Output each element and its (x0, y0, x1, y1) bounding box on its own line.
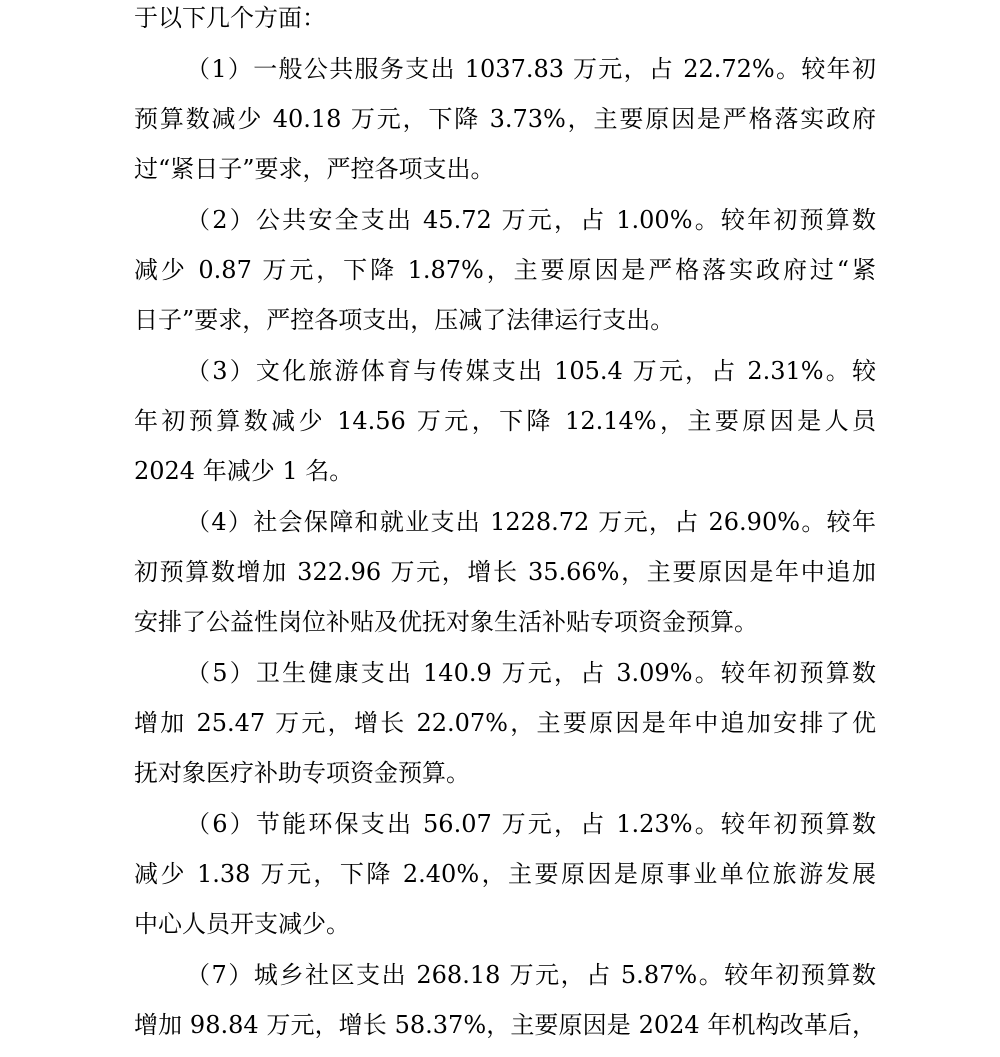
paragraph-1-line-2: 预算数减少 40.18 万元，下降 3.73%，主要原因是严格落实政府 (134, 105, 876, 133)
paragraph-5-line-1: （5）卫生健康支出 140.9 万元，占 3.09%。较年初预算数 (186, 659, 876, 687)
paragraph-3-line-1: （3）文化旅游体育与传媒支出 105.4 万元，占 2.31%。较 (186, 357, 876, 385)
paragraph-3-line-3: 2024 年减少 1 名。 (134, 457, 354, 485)
text-line: 于以下几个方面： (134, 4, 326, 32)
paragraph-4-line-2: 初预算数增加 322.96 万元，增长 35.66%，主要原因是年中追加 (134, 558, 876, 586)
paragraph-7-line-1: （7）城乡社区支出 268.18 万元，占 5.87%。较年初预算数 (186, 961, 876, 989)
paragraph-5-line-3: 抚对象医疗补助专项资金预算。 (134, 759, 470, 787)
paragraph-6-line-3: 中心人员开支减少。 (134, 910, 350, 938)
paragraph-1-line-1: （1）一般公共服务支出 1037.83 万元，占 22.72%。较年初 (186, 55, 876, 83)
paragraph-4-line-3: 安排了公益性岗位补贴及优抚对象生活补贴专项资金预算。 (134, 608, 758, 636)
paragraph-7-line-2: 增加 98.84 万元，增长 58.37%，主要原因是 2024 年机构改革后， (134, 1011, 876, 1039)
paragraph-2-line-2: 减少 0.87 万元，下降 1.87%，主要原因是严格落实政府过“紧 (134, 256, 876, 284)
paragraph-2-line-1: （2）公共安全支出 45.72 万元，占 1.00%。较年初预算数 (186, 206, 876, 234)
paragraph-6-line-1: （6）节能环保支出 56.07 万元，占 1.23%。较年初预算数 (186, 810, 876, 838)
paragraph-2-line-3: 日子”要求，严控各项支出，压减了法律运行支出。 (134, 306, 675, 334)
paragraph-5-line-2: 增加 25.47 万元，增长 22.07%，主要原因是年中追加安排了优 (134, 709, 876, 737)
paragraph-4-line-1: （4）社会保障和就业支出 1228.72 万元，占 26.90%。较年 (186, 508, 876, 536)
paragraph-6-line-2: 减少 1.38 万元，下降 2.40%，主要原因是原事业单位旅游发展 (134, 860, 876, 888)
paragraph-1-line-3: 过“紧日子”要求，严控各项支出。 (134, 155, 495, 183)
paragraph-3-line-2: 年初预算数减少 14.56 万元，下降 12.14%，主要原因是人员 (134, 407, 876, 435)
